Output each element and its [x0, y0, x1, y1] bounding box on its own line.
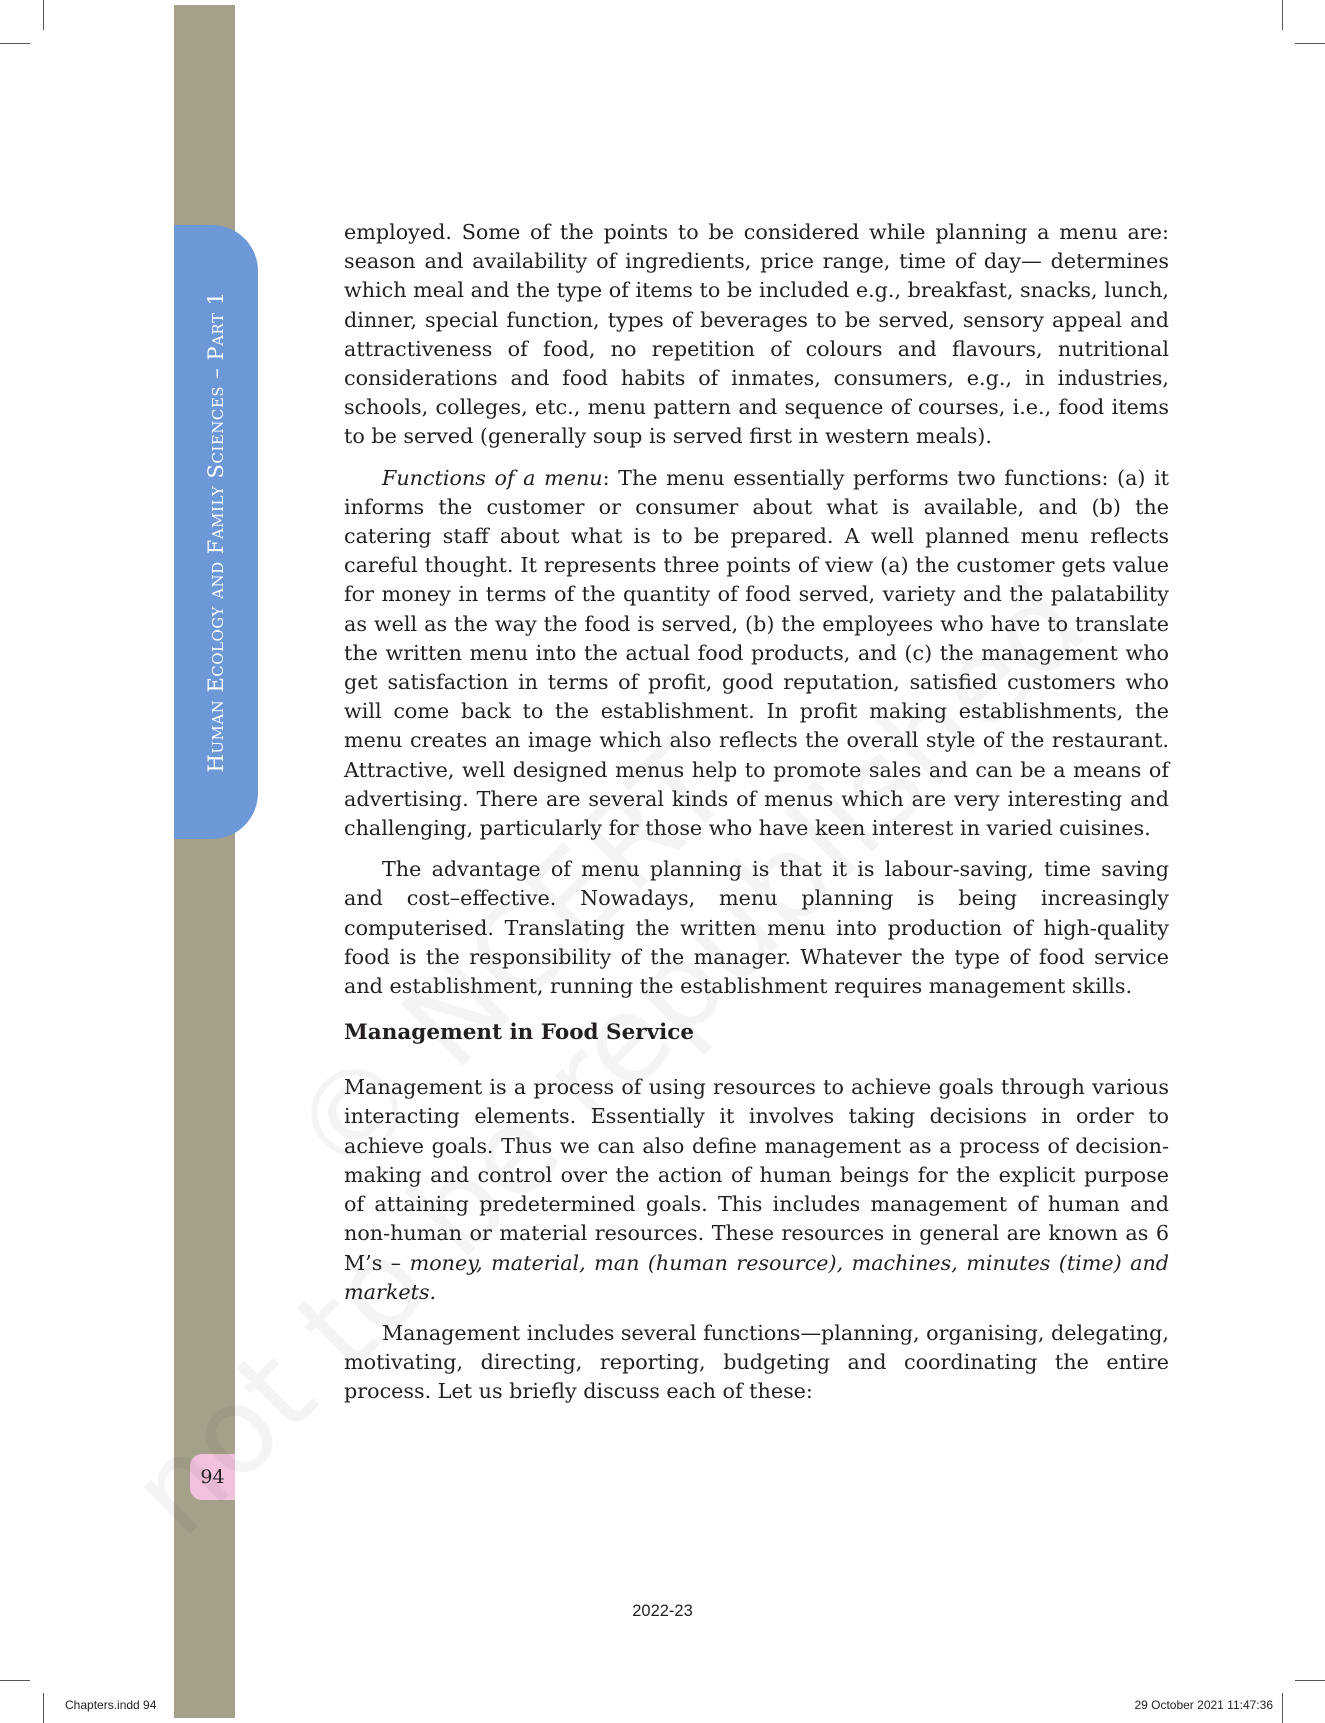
slug-left: Chapters.indd 94 — [65, 1698, 157, 1712]
paragraph: The advantage of menu planning is that it is labour-saving, time saving and cost–effective. Nowadays, menu planning is being increasingly computerised. Translating the written menu into production of high-quality food is the responsibility of the manager. Whatever the type of food service and establishment, running the establishment requires management skills. — [344, 857, 1169, 999]
body-text — [344, 218, 1169, 1419]
crop-mark — [1295, 43, 1325, 44]
paragraph: employed. Some of the points to be considered while planning a menu are: season and availability of ingredients, price range, time of day— determines which meal and the type of items to be included e.g., breakfast, snacks, lunch, dinner, special function, types of beverages to be served, sensory appeal and attractiveness of food, no repetition of colours and flavours, nutritional considerations and food habits of inmates, consumers, e.g., in industries, schools, colleges, etc., menu pattern and sequence of courses, i.e., food items to be served (generally soup is served first in western meals). — [344, 220, 1169, 449]
crop-mark — [1295, 1680, 1325, 1681]
crop-mark — [0, 1680, 30, 1681]
crop-mark — [1282, 1693, 1283, 1723]
crop-mark — [43, 0, 44, 30]
paragraph: Functions of a menu: The menu essentially performs two functions: (a) it informs the customer or consumer about what is available, and (b) the catering staff about what is to be prepared. A well planned menu reflects careful thought. It represents three points of view (a) the customer gets value for money in terms of the quantity of food served, variety and the palatability as well as the way the food is served, (b) the employees who have to translate the written menu into the actual food products, and (c) the management who get satisfaction in terms of profit, good reputation, satisfied customers who will come back to the establishment. In profit making establishments, the menu creates an image which also reflects the overall style of the restaurant. Attractive, well designed menus help to promote sales and can be a means of advertising. There are several kinds of menus which are very interesting and challenging, particularly for those who have keen interest in varied cuisines. — [344, 465, 1169, 841]
paragraph-lead: Functions of a menu — [382, 465, 603, 490]
paragraph: Management is a process of using resources to achieve goals through various interacting elements. Essentially it involves taking decisions in order to achieve goals. Thus we can also define management as a process of decision-making and control over the action of human beings for the explicit purpose of attaining predetermined goals. This includes management of human and non-human or material resources. These resources in general are known as 6 M’s – money, material, man (human resource), machines, minutes (time) and markets. — [344, 1075, 1170, 1304]
slug-right: 29 October 2021 11:47:36 — [1134, 1698, 1273, 1712]
footer-year: 2022-23 — [632, 1602, 693, 1620]
section-heading: Management in Food Service — [344, 1020, 695, 1046]
crop-mark — [1282, 0, 1283, 30]
crop-mark — [43, 1693, 44, 1723]
paragraph: Management includes several functions—planning, organising, delegating, motivating, directing, reporting, budgeting and coordinating the entire process. Let us briefly discuss each of these: — [344, 1320, 1169, 1404]
crop-mark — [0, 43, 30, 44]
page-number: 94 — [190, 1454, 235, 1500]
running-head: Human Ecology and Family Sciences – Part 1 — [204, 291, 228, 773]
